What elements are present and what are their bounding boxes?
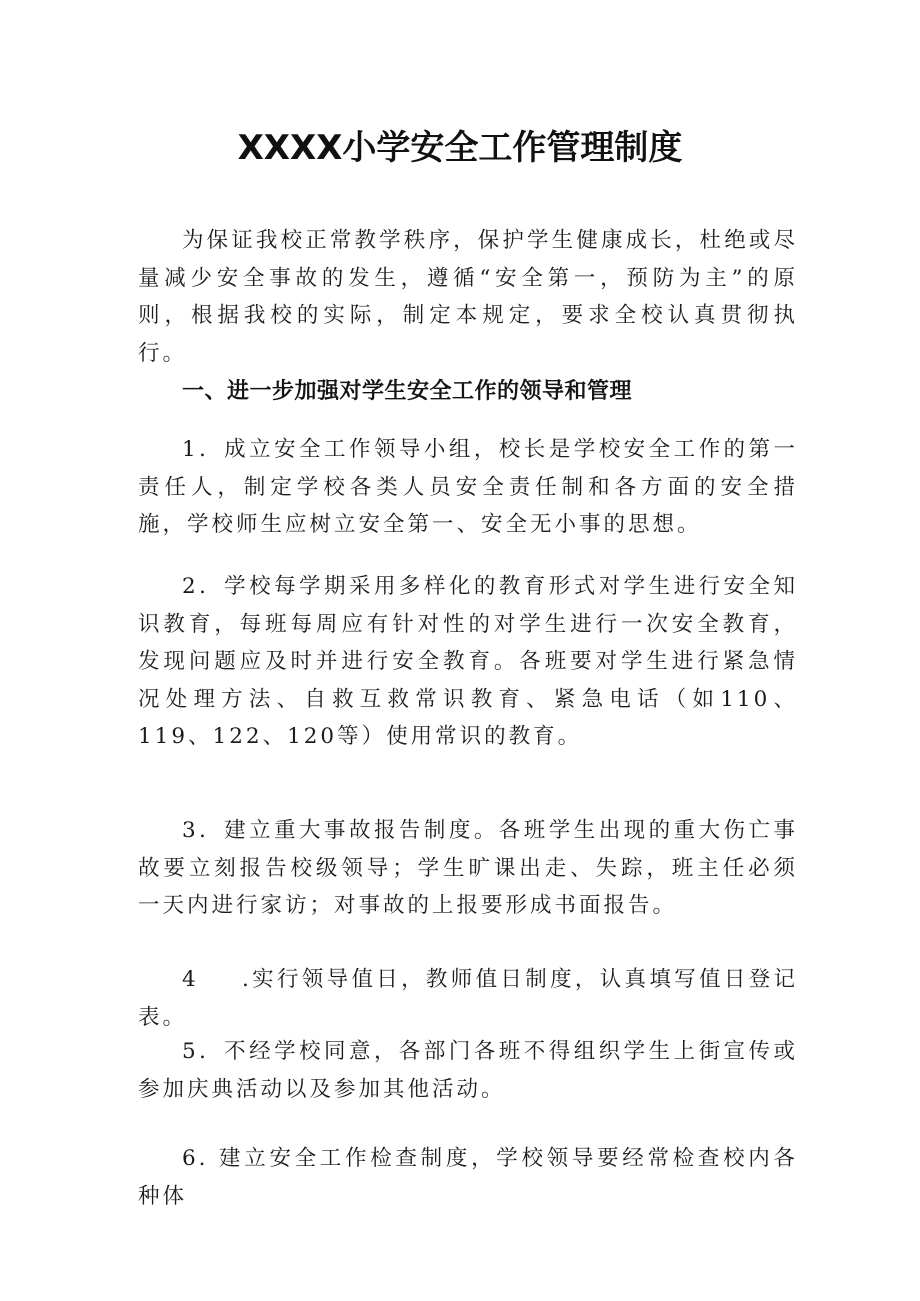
item-paragraph-3: 3．建立重大事故报告制度。各班学生出现的重大伤亡事故要立刻报告校级领导；学生旷课出走、失踪，班主任必须一天内进行家访；对事故的上报要形成书面报告。 [138, 818, 798, 918]
item-4-number: 4 [182, 967, 199, 992]
item-paragraph-2: 2．学校每学期采用多样化的教育形式对学生进行安全知识教育，每班每周应有针对性的对学生进行一次安全教育，发现问题应及时并进行安全教育。各班要对学生进行紧急情况处理方法、自救互救常识教育、紧急电话（如110、119、122、120等）使用常识的教育。 [138, 574, 798, 749]
document-title: XXXX小学安全工作管理制度 [237, 128, 683, 168]
section-heading: 一、进一步加强对学生安全工作的领导和管理 [182, 379, 633, 404]
item-paragraph-4 [138, 961, 798, 1036]
item-paragraph-1: 1．成立安全工作领导小组，校长是学校安全工作的第一责任人，制定学校各类人员安全责任制和各方面的安全措施，学校师生应树立安全第一、安全无小事的思想。 [138, 437, 798, 537]
item-paragraph-6: 6. 建立安全工作检查制度，学校领导要经常检查校内各种体 [138, 1146, 798, 1209]
intro-paragraph: 为保证我校正常教学秩序，保护学生健康成长，杜绝或尽量减少安全事故的发生，遵循“安全第一，预防为主”的原则，根据我校的实际，制定本规定，要求全校认真贯彻执行。 [138, 228, 798, 366]
item-4-text: .实行领导值日，教师值日制度，认真填写值日登记表。 [138, 967, 798, 1030]
item-paragraph-5: 5．不经学校同意，各部门各班不得组织学生上街宣传或参加庆典活动以及参加其他活动。 [138, 1039, 798, 1102]
